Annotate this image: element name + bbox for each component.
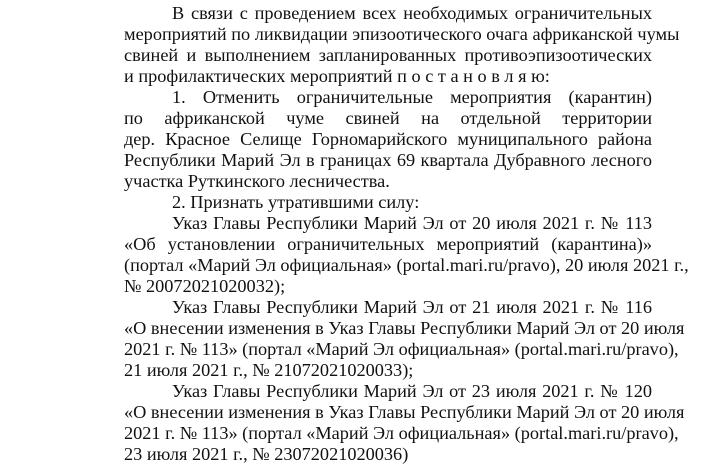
text-line-19: Указ Главы Республики Марий Эл от 23 июля 2021 г. № 120 [172, 381, 652, 401]
text-line-7: дер. Красное Селище Горномарийского муниципального района [124, 129, 652, 149]
text-line-3: свиней и выполнением запланированных противоэпизоотических [124, 45, 652, 65]
text-line-21: 2021 г. № 113» (портал «Марий Эл официальная» (portal.mari.ru/pravo), [124, 423, 679, 443]
text-line-10: 2. Признать утратившими силу: [172, 192, 420, 212]
text-line-11: Указ Главы Республики Марий Эл от 20 июля 2021 г. № 113 [172, 213, 652, 233]
text-line-8: Республики Марий Эл в границах 69 квартала Дубравного лесного [124, 150, 652, 170]
text-line-14: № 20072021020032); [124, 276, 286, 296]
text-line-1: В связи с проведением всех необходимых ограничительных [172, 3, 652, 23]
text-line-13: (портал «Марий Эл официальная» (portal.mari.ru/pravo), 20 июля 2021 г., [124, 255, 689, 275]
text-line-9: участка Руткинского лесничества. [124, 171, 390, 191]
text-line-22: 23 июля 2021 г., № 23072021020036) [124, 444, 409, 464]
text-line-12: «Об установлении ограничительных мероприятий (карантина)» [124, 234, 652, 254]
text-line-17: 2021 г. № 113» (портал «Марий Эл официальная» (portal.mari.ru/pravo), [124, 339, 679, 359]
text-line-5: 1. Отменить ограничительные мероприятия (карантин) [172, 87, 652, 107]
text-line-2: мероприятий по ликвидации эпизоотического очага африканской чумы [124, 24, 680, 44]
text-line-6: по африканской чуме свиней на отдельной территории [124, 108, 652, 128]
text-line-15: Указ Главы Республики Марий Эл от 21 июля 2021 г. № 116 [172, 297, 652, 317]
text-line-18: 21 июля 2021 г., № 21072021020033); [124, 360, 414, 380]
text-line-4: и профилактических мероприятий п о с т а н о в л я ю: [124, 66, 550, 86]
text-line-20: «О внесении изменения в Указ Главы Республики Марий Эл от 20 июля [124, 402, 685, 422]
text-line-16: «О внесении изменения в Указ Главы Республики Марий Эл от 20 июля [124, 318, 685, 338]
